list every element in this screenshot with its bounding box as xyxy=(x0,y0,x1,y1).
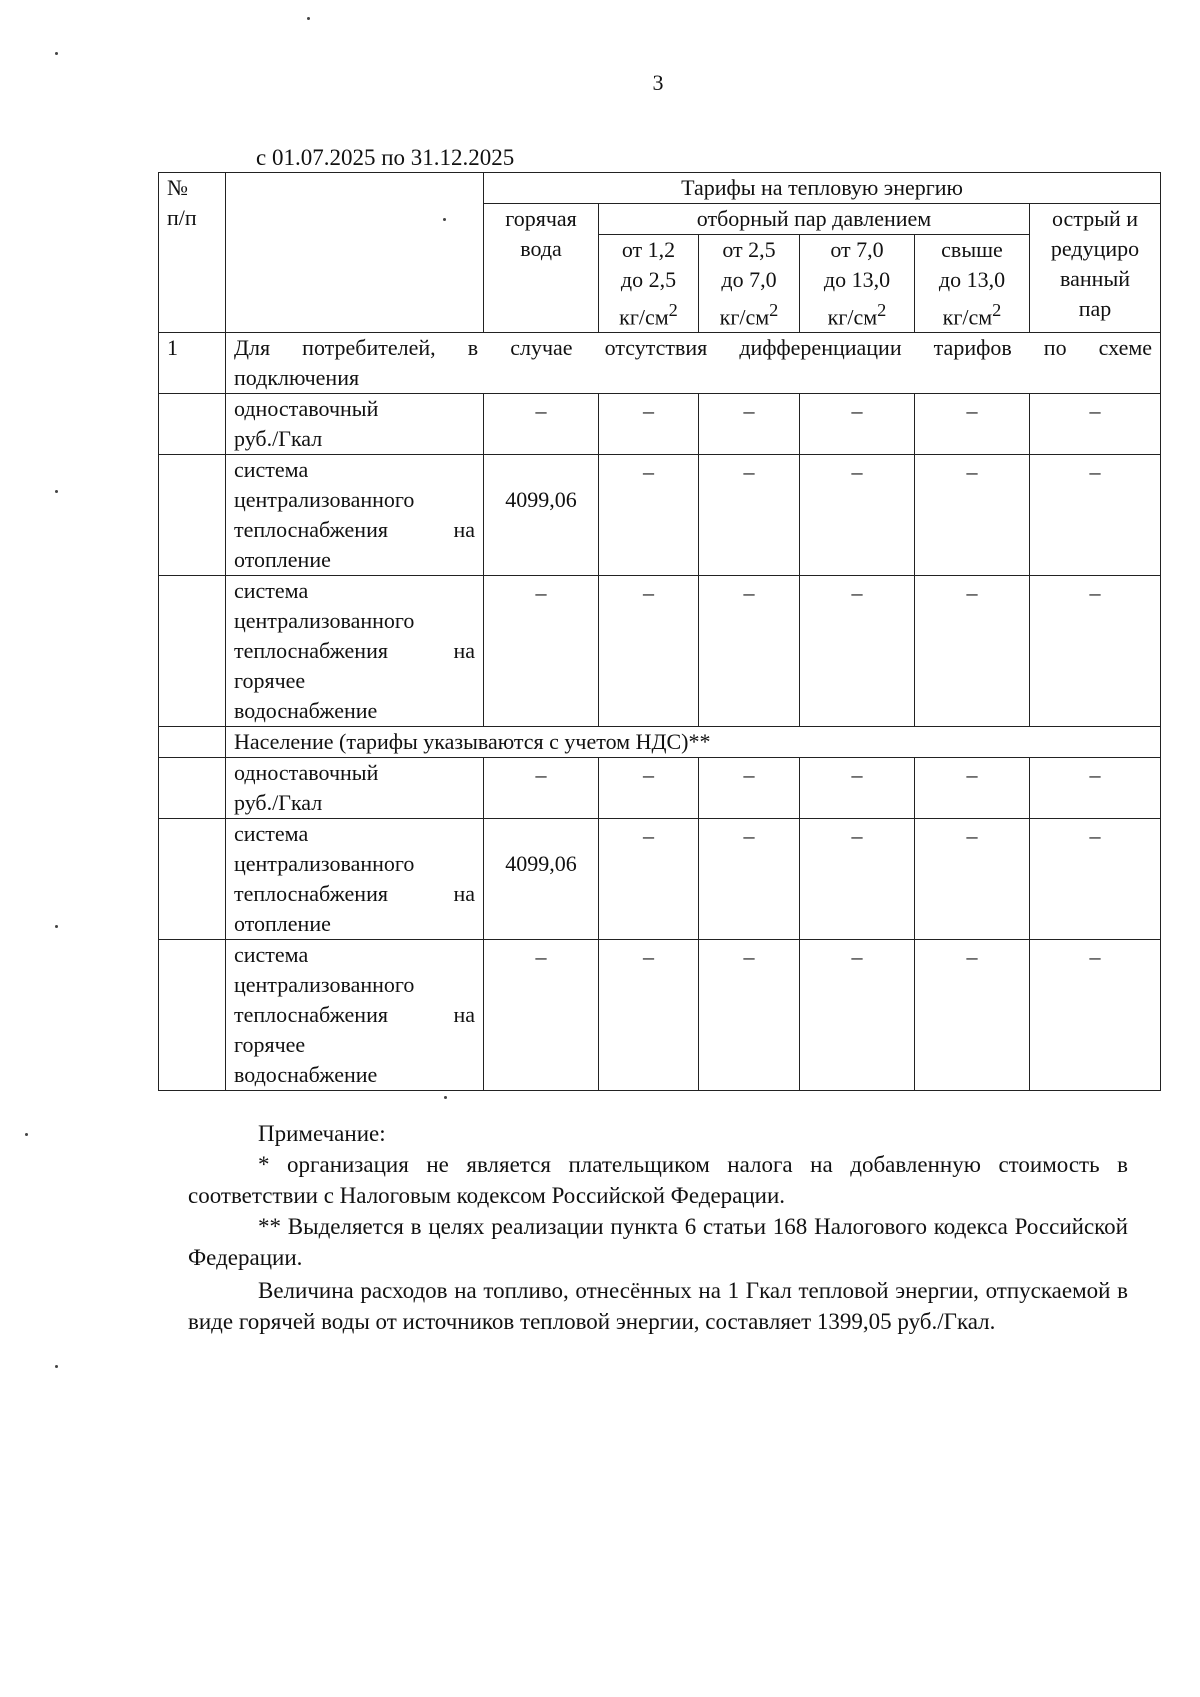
header-sharp-steam: острый и редуциро ванный пар xyxy=(1030,204,1161,333)
dash-cell: – xyxy=(800,940,915,1091)
notes-block xyxy=(188,1118,1128,1337)
dash-cell: – xyxy=(800,455,915,576)
table-row xyxy=(159,455,1161,576)
header-blank xyxy=(226,173,484,333)
table-row xyxy=(159,758,1161,819)
scan-speck xyxy=(55,1365,58,1368)
dash-cell: – xyxy=(484,758,599,819)
dash-cell: – xyxy=(1030,455,1161,576)
row-label: система централизованного теплоснабжения на отопление xyxy=(226,455,484,576)
notes-title: Примечание: xyxy=(258,1121,386,1146)
note-2: ** Выделяется в целях реализации пункта 6 статьи 168 Налогового кодекса Российской Федерации. xyxy=(188,1214,1128,1270)
row-label: система централизованного теплоснабжения на горячее водоснабжение xyxy=(226,940,484,1091)
dash-cell: – xyxy=(699,576,800,727)
scan-speck xyxy=(444,1096,447,1099)
table-row xyxy=(159,576,1161,727)
dash-cell: – xyxy=(699,394,800,455)
page-number: 3 xyxy=(652,70,664,95)
dash-cell: – xyxy=(699,819,800,940)
section-1-row xyxy=(159,333,1161,394)
dash-cell: – xyxy=(1030,758,1161,819)
row-label: одноставочный руб./Гкал xyxy=(226,758,484,819)
dash-cell: – xyxy=(484,576,599,727)
dash-cell: – xyxy=(800,758,915,819)
dash-cell: – xyxy=(915,819,1030,940)
dash-cell: – xyxy=(800,576,915,727)
scan-speck xyxy=(443,218,446,221)
section-2-title: Население (тарифы указываются с учетом НДС)** xyxy=(226,727,1161,758)
dash-cell: – xyxy=(599,819,699,940)
dash-cell: – xyxy=(1030,940,1161,1091)
dash-cell: – xyxy=(1030,576,1161,727)
scan-speck xyxy=(25,1133,28,1136)
scan-speck xyxy=(55,52,58,55)
dash-cell: – xyxy=(800,819,915,940)
dash-cell: – xyxy=(1030,819,1161,940)
heating-value-cell: 4099,06 xyxy=(484,455,599,576)
scan-speck xyxy=(55,490,58,493)
period-label: с 01.07.2025 по 31.12.2025 xyxy=(256,145,515,170)
dash-cell: – xyxy=(699,455,800,576)
header-steam-group: отборный пар давлением xyxy=(599,204,1030,235)
note-3: Величина расходов на топливо, отнесённых на 1 Гкал тепловой энергии, отпускаемой в виде горячей воды от источников тепловой энергии, составляет 1399,05 руб./Гкал. xyxy=(188,1278,1128,1334)
dash-cell: – xyxy=(599,576,699,727)
dash-cell: – xyxy=(915,940,1030,1091)
header-pressure-4: свыше до 13,0 $кг/см^2$ xyxy=(915,235,1030,333)
section-1-num: 1 xyxy=(159,333,226,394)
dash-cell: – xyxy=(915,758,1030,819)
dash-cell: – xyxy=(915,455,1030,576)
dash-cell: – xyxy=(800,394,915,455)
dash-cell: – xyxy=(484,940,599,1091)
row-label: система централизованного теплоснабжения на отопление xyxy=(226,819,484,940)
header-pressure-1: от 1,2 до 2,5 $кг/см^2$ xyxy=(599,235,699,333)
table-row xyxy=(159,819,1161,940)
dash-cell: – xyxy=(699,758,800,819)
section-2-row xyxy=(159,727,1161,758)
dash-cell: – xyxy=(699,940,800,1091)
header-num: № п/п xyxy=(159,173,226,333)
dash-cell: – xyxy=(599,455,699,576)
note-1: * организация не является плательщиком налога на добавленную стоимость в соответствии с Налоговым кодексом Российской Федерации. xyxy=(188,1152,1128,1208)
section-1-title: Для потребителей, в случае отсутствия дифференциации тарифов по схеме подключения xyxy=(226,333,1161,394)
dash-cell: – xyxy=(915,576,1030,727)
tariffs-table xyxy=(158,172,1161,1091)
table-row xyxy=(159,394,1161,455)
dash-cell: – xyxy=(484,394,599,455)
dash-cell: – xyxy=(915,394,1030,455)
header-pressure-2: от 2,5 до 7,0 $кг/см^2$ xyxy=(699,235,800,333)
header-row-1 xyxy=(159,173,1161,204)
dash-cell: – xyxy=(599,394,699,455)
dash-cell: – xyxy=(1030,394,1161,455)
scan-speck xyxy=(307,17,310,20)
heating-value-cell: 4099,06 xyxy=(484,819,599,940)
header-tariffs-title: Тарифы на тепловую энергию xyxy=(484,173,1161,204)
table-row xyxy=(159,940,1161,1091)
row-label: одноставочный руб./Гкал xyxy=(226,394,484,455)
row-label: система централизованного теплоснабжения на горячее водоснабжение xyxy=(226,576,484,727)
header-pressure-3: от 7,0 до 13,0 $кг/см^2$ xyxy=(800,235,915,333)
dash-cell: – xyxy=(599,940,699,1091)
header-hot-water: горячая вода xyxy=(484,204,599,333)
dash-cell: – xyxy=(599,758,699,819)
scan-speck xyxy=(55,925,58,928)
